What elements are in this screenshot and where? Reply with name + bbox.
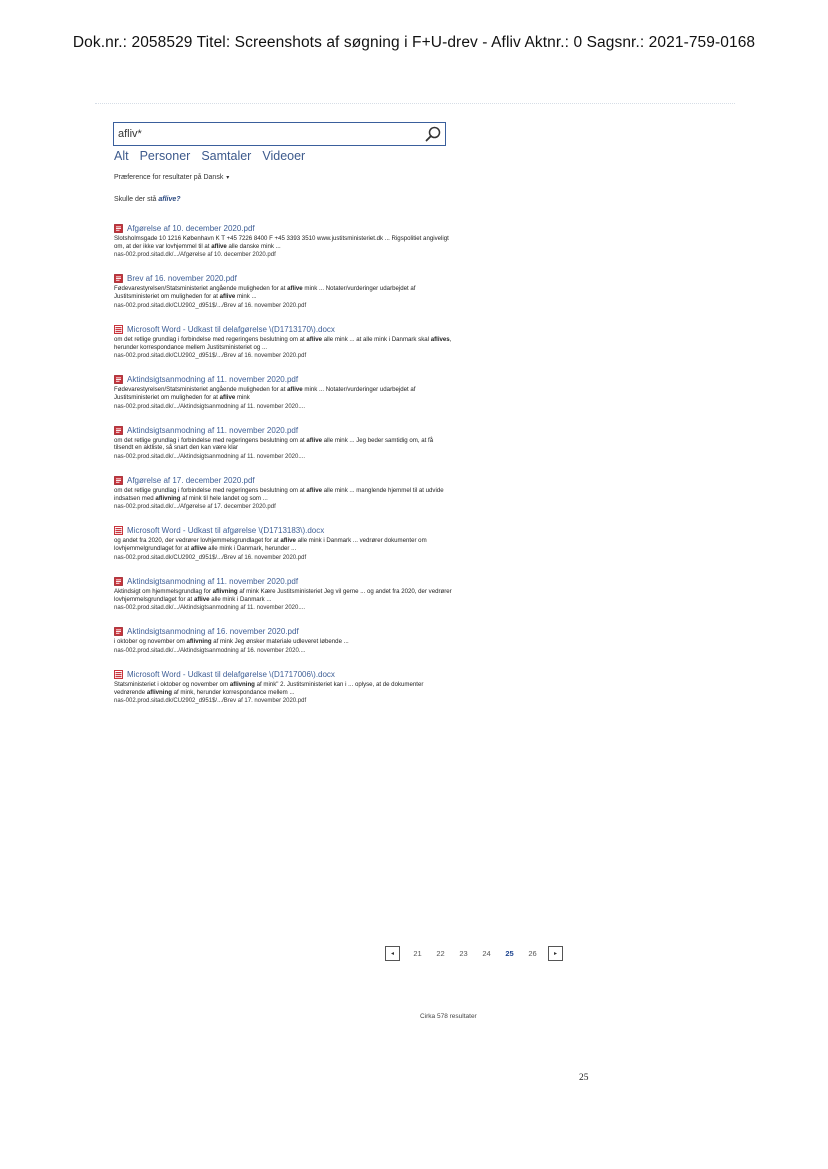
- result-snippet: [114, 386, 454, 401]
- page-link[interactable]: 23: [459, 949, 468, 958]
- highlighted-term: aflive: [211, 242, 227, 250]
- snippet-text: i oktober og november om: [114, 638, 187, 646]
- result-snippet: [114, 588, 454, 603]
- highlighted-term: aflivning: [229, 680, 255, 688]
- document-header: Dok.nr.: 2058529 Titel: Screenshots af søgning i F+U-drev - Afliv Aktnr.: 0 Sagsnr.: 2021-759-0168: [72, 34, 756, 51]
- result-url[interactable]: nas-002.prod.sitad.dk/.../Aktindsigtsanmodning af 16. november 2020....: [114, 647, 306, 654]
- result-title: Aktindsigtsanmodning af 11. november 2020.pdf: [127, 425, 299, 435]
- result-title-link[interactable]: [114, 273, 454, 284]
- snippet-text: mink: [235, 393, 250, 401]
- snippet-text: af mink Jeg ønsker materiale udleveret løbende ...: [211, 638, 349, 646]
- result-snippet: [114, 487, 454, 502]
- snippet-text: af mink" 2. Justitsministeriet kan i ... oplyse, at de dokumenter vedrørende: [114, 680, 424, 696]
- result-url[interactable]: nas-002.prod.sitad.dk/CU2902_d951$/.../Brev af 16. november 2020.pdf: [114, 302, 307, 309]
- result-url[interactable]: nas-002.prod.sitad.dk/.../Aktindsigtsanmodning af 11. november 2020....: [114, 605, 306, 612]
- result-url[interactable]: nas-002.prod.sitad.dk/.../Aktindsigtsanmodning af 11. november 2020....: [114, 454, 306, 461]
- prev-page-button[interactable]: ◂: [385, 946, 400, 961]
- snippet-text: af mink Kære Justitsministeriet Jeg vil gerne ... og andet fra 2020, der vedrører lovhjemmelsgrundlaget for at: [114, 587, 452, 603]
- snippet-text: alle mink i Danmark ... vedrører dokumenter om lovhjemmelgrundlaget for at: [114, 537, 427, 553]
- search-result: [114, 273, 454, 309]
- tab-1[interactable]: Personer: [139, 149, 191, 163]
- spelling-suggestion: [114, 196, 181, 203]
- snippet-text: alle mink ... manglende hjemmel til at udvide indsatsen med: [114, 487, 444, 502]
- result-title-link[interactable]: [114, 223, 454, 234]
- result-title-link[interactable]: [114, 374, 454, 385]
- search-result: [114, 475, 454, 511]
- search-result: [114, 324, 454, 360]
- search-icon[interactable]: [424, 125, 442, 143]
- word-icon: [114, 670, 123, 679]
- highlighted-term: aflivning: [186, 638, 212, 646]
- highlighted-term: aflive: [219, 393, 236, 401]
- language-preference-label: Præference for resultater på Dansk: [114, 174, 224, 181]
- page-number: 25: [579, 1073, 589, 1083]
- search-result: [114, 374, 454, 410]
- search-result: [114, 626, 454, 655]
- suggestion-link[interactable]: aflive?: [158, 196, 181, 203]
- highlighted-term: aflive: [287, 386, 303, 394]
- search-result: [114, 223, 454, 259]
- result-title-link[interactable]: [114, 324, 454, 335]
- snippet-text: af mink til hele landet og som ...: [180, 494, 268, 502]
- result-title: Microsoft Word - Udkast til afgørelse \(D1713183\).docx: [127, 526, 325, 536]
- pdf-icon: [114, 577, 123, 586]
- divider: [95, 103, 735, 104]
- result-title: Afgørelse af 10. december 2020.pdf: [127, 224, 255, 233]
- page-link[interactable]: 24: [482, 949, 491, 958]
- highlighted-term: aflive: [280, 537, 296, 545]
- word-icon: [114, 325, 123, 334]
- highlighted-term: aflives: [430, 335, 450, 343]
- snippet-text: mink ... Notater/vurderinger udarbejdet af Justitsministeriet om muligheden for at: [114, 285, 416, 301]
- next-page-button[interactable]: ▸: [548, 946, 563, 961]
- search-result: [114, 525, 454, 561]
- highlighted-term: aflive: [306, 335, 322, 343]
- result-url[interactable]: nas-002.prod.sitad.dk/CU2902_d951$/.../Brev af 16. november 2020.pdf: [114, 353, 307, 360]
- result-title: Brev af 16. november 2020.pdf: [127, 274, 237, 284]
- result-title-link[interactable]: [114, 669, 454, 680]
- pdf-icon: [114, 224, 123, 233]
- language-preference[interactable]: [114, 174, 229, 181]
- highlighted-term: aflivning: [212, 587, 238, 595]
- search-results: [114, 223, 454, 719]
- result-title-link[interactable]: [114, 626, 454, 637]
- snippet-text: Fødevarestyrelsen/Statsministeriet angående muligheden for at: [114, 386, 288, 394]
- result-snippet: [114, 235, 454, 250]
- result-url[interactable]: nas-002.prod.sitad.dk/CU2902_d951$/.../Brev af 16. november 2020.pdf: [114, 554, 307, 561]
- highlighted-term: aflive: [190, 545, 207, 553]
- page-link[interactable]: 26: [528, 949, 537, 958]
- suggestion-prefix: Skulle der stå: [114, 196, 159, 203]
- result-title: Microsoft Word - Udkast til delafgørelse \(D1713170\).docx: [127, 324, 335, 334]
- search-input[interactable]: [118, 125, 418, 143]
- result-url[interactable]: nas-002.prod.sitad.dk/.../Afgørelse af 17. december 2020.pdf: [114, 504, 276, 511]
- result-url[interactable]: nas-002.prod.sitad.dk/.../Aktindsigtsanmodning af 11. november 2020....: [114, 403, 306, 410]
- result-count: Cirka 578 resultater: [420, 1013, 477, 1020]
- tab-0[interactable]: Alt: [114, 149, 129, 163]
- highlighted-term: aflivning: [146, 688, 172, 696]
- result-url[interactable]: nas-002.prod.sitad.dk/.../Afgørelse af 10. december 2020.pdf: [114, 252, 276, 259]
- result-title-link[interactable]: [114, 425, 454, 436]
- result-title-link[interactable]: [114, 475, 454, 486]
- pdf-icon: [114, 476, 123, 485]
- snippet-text: Statsministeriet i oktober og november om: [114, 680, 230, 688]
- snippet-text: af mink, herunder korrespondance mellem ...: [171, 688, 295, 696]
- word-icon: [114, 526, 123, 535]
- highlighted-term: aflivning: [155, 494, 181, 502]
- search-tabs: [114, 149, 305, 163]
- result-snippet: [114, 638, 454, 646]
- snippet-text: alle danske mink ...: [226, 242, 281, 250]
- snippet-text: Slotsholmsgade 10 1216 København K T +45 7226 8400 F +45 3393 3510 www.justitsministeriet.dk ... Rigspolitiet angiveligt om, at der ikke var lovhjemmel til at: [114, 235, 449, 250]
- snippet-text: alle mink ... Jeg beder samtidig om, at få tilsendt en aktliste, så snart den kan være klar: [114, 436, 434, 452]
- result-title-link[interactable]: [114, 525, 454, 536]
- search-result: [114, 669, 454, 705]
- snippet-text: Aktindsigt om hjemmelsgrundlag for: [114, 587, 213, 595]
- result-title: Aktindsigtsanmodning af 11. november 2020.pdf: [127, 576, 299, 586]
- chevron-down-icon: ▾: [226, 175, 230, 181]
- highlighted-term: aflive: [193, 595, 210, 603]
- highlighted-term: aflive: [287, 285, 303, 293]
- snippet-text: om det retlige grundlag i forbindelse med regeringens beslutning om at: [114, 335, 307, 343]
- result-snippet: [114, 437, 454, 452]
- search-result: [114, 425, 454, 461]
- pdf-icon: [114, 375, 123, 384]
- search-box[interactable]: [113, 122, 446, 146]
- highlighted-term: aflive: [306, 436, 322, 444]
- result-title: Aktindsigtsanmodning af 11. november 2020.pdf: [127, 375, 299, 385]
- pdf-icon: [114, 274, 123, 283]
- search-result: [114, 576, 454, 612]
- snippet-text: mink ...: [235, 293, 257, 301]
- snippet-text: Fødevarestyrelsen/Statsministeriet angående muligheden for at: [114, 285, 288, 293]
- snippet-text: alle mink i Danmark ...: [209, 595, 272, 603]
- snippet-text: og andet fra 2020, der vedrører lovhjemmelsgrundlaget for at: [114, 537, 281, 545]
- pdf-icon: [114, 426, 123, 435]
- snippet-text: alle mink ... at alle mink i Danmark skal: [322, 335, 431, 343]
- tab-3[interactable]: Videoer: [262, 149, 306, 163]
- snippet-text: om det retlige grundlag i forbindelse med regeringens beslutning om at: [114, 487, 307, 495]
- pdf-icon: [114, 627, 123, 636]
- page-link[interactable]: 22: [436, 949, 445, 958]
- snippet-text: om det retlige grundlag i forbindelse med regeringens beslutning om at: [114, 436, 307, 444]
- tab-2[interactable]: Samtaler: [201, 149, 252, 163]
- result-url[interactable]: nas-002.prod.sitad.dk/CU2902_d951$/.../Brev af 17. november 2020.pdf: [114, 698, 307, 705]
- result-title: Aktindsigtsanmodning af 16. november 2020.pdf: [127, 627, 299, 637]
- page-link[interactable]: 21: [413, 949, 422, 958]
- result-title: Afgørelse af 17. december 2020.pdf: [127, 476, 255, 486]
- result-snippet: [114, 336, 454, 351]
- highlighted-term: aflive: [306, 487, 322, 495]
- result-title: Microsoft Word - Udkast til delafgørelse \(D1717006\).docx: [127, 669, 335, 679]
- result-snippet: [114, 285, 454, 300]
- snippet-text: , herunder korrespondance mellem Justitsministeriet og ...: [114, 335, 452, 351]
- result-snippet: [114, 681, 454, 696]
- pagination: [385, 946, 563, 961]
- highlighted-term: aflive: [219, 293, 236, 301]
- snippet-text: alle mink i Danmark, herunder ...: [206, 545, 297, 553]
- snippet-text: mink ... Notater/vurderinger udarbejdet af Justitsministeriet om muligheden for at: [114, 386, 416, 401]
- result-title-link[interactable]: [114, 576, 454, 587]
- page-link[interactable]: 25: [505, 949, 514, 958]
- result-snippet: [114, 537, 454, 552]
